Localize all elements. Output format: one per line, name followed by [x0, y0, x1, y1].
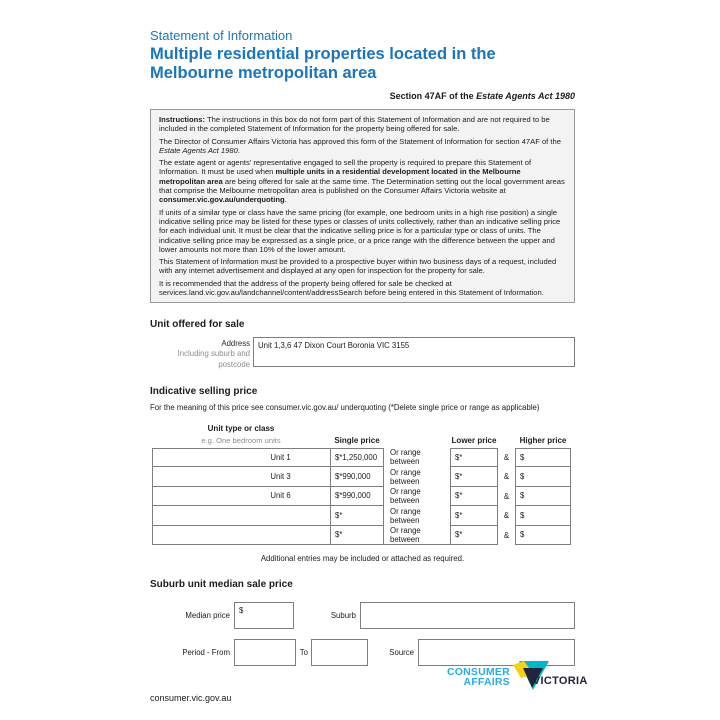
footer-url: consumer.vic.gov.au	[150, 693, 232, 703]
section-reference	[150, 91, 575, 101]
median-price-heading: Suburb unit median sale price	[150, 579, 293, 591]
lower-price-cell[interactable]: $*	[450, 448, 498, 468]
instructions-paragraph-6: It is recommended that the address of the property being offered for sale be checked at services.land.vic.gov.au/landchannel/content/addressSearch before being entered in this Statement of Information.	[159, 278, 544, 297]
additional-entries-note: Additional entries may be included or attached as required.	[260, 554, 465, 564]
instructions-paragraph-1	[159, 115, 566, 134]
column-header-higher-price: Higher price	[519, 435, 567, 445]
instructions-p2-act: Estate Agents Act 1980	[159, 145, 238, 155]
consumer-affairs-wordmark	[447, 667, 510, 688]
unit-type-cell[interactable]	[152, 526, 330, 546]
ampersand-label: &	[498, 506, 515, 526]
address-field[interactable]: Unit 1,3,6 47 Dixon Court Boronia VIC 3155	[253, 337, 575, 367]
address-sublabel-line2: postcode	[218, 359, 250, 369]
period-to-field[interactable]	[311, 639, 368, 666]
period-to-label: To	[299, 648, 308, 658]
lower-price-cell[interactable]: $*	[450, 487, 498, 507]
median-row-1	[150, 602, 575, 629]
indicative-price-note: For the meaning of this price see consumer.vic.gov.au/ underquoting (*Delete single price or range as applicable)	[150, 402, 540, 412]
instructions-p2-text: The Director of Consumer Affairs Victoria has approved this form of the Statement of Information for section 47AF of the	[159, 136, 561, 146]
ampersand-label: &	[498, 467, 515, 487]
unit-offered-heading: Unit offered for sale	[150, 319, 245, 331]
range-between-label: Or range between	[384, 448, 450, 468]
instructions-p3-end: .	[284, 195, 287, 205]
instructions-p3-bold: multiple units in a residential development located in the Melbourne metropolitan area	[159, 167, 521, 186]
address-label: Address	[221, 339, 250, 349]
document-content	[150, 28, 575, 666]
address-row	[150, 337, 575, 369]
period-from-field[interactable]	[234, 639, 296, 666]
instructions-p1-text: The instructions in this box do not form part of this Statement of Information and are not required to be included in the completed Statement of Information for the property being offered for sale.	[159, 114, 550, 134]
higher-price-cell[interactable]: $	[515, 448, 571, 468]
logo-line-affairs: AFFAIRS	[463, 676, 510, 688]
indicative-price-heading: Indicative selling price	[150, 385, 258, 397]
page-title: Multiple residential properties located in the Melbourne metropolitan area	[150, 45, 496, 83]
logo-line-consumer: CONSUMER	[447, 665, 510, 678]
range-between-label: Or range between	[384, 467, 450, 487]
address-sublabel-line1: Including suburb and	[177, 349, 250, 359]
address-label-block	[150, 337, 253, 369]
section-reference-prefix: Section 47AF of the	[389, 90, 477, 101]
single-price-cell[interactable]: $*990,000	[330, 467, 384, 487]
period-from-label: Period - From	[182, 648, 230, 658]
unit-type-cell[interactable]: Unit 6	[152, 487, 330, 507]
single-price-cell[interactable]: $*	[330, 506, 384, 526]
unit-type-cell[interactable]: Unit 1	[152, 448, 330, 468]
ampersand-label: &	[498, 487, 515, 507]
higher-price-cell[interactable]: $	[515, 487, 571, 507]
indicative-table-body	[152, 448, 575, 546]
lower-price-cell[interactable]: $*	[450, 526, 498, 546]
range-between-label: Or range between	[384, 506, 450, 526]
instructions-paragraph-5: This Statement of Information must be provided to a prospective buyer within two business days of a request, included with any internet advertisement and displayed at any open for inspection for the property for sale.	[159, 257, 557, 276]
instructions-p3-mid: are being offered for sale at the same time. The Determination setting out the local government areas that comprise the Melbourne metropolitan area is published on the Consumer Affairs Victoria website at	[159, 176, 565, 196]
instructions-paragraph-2	[159, 137, 566, 156]
ampersand-label: &	[498, 448, 515, 468]
lower-price-cell[interactable]: $*	[450, 467, 498, 487]
single-price-cell[interactable]: $*1,250,000	[330, 448, 384, 468]
median-price-field[interactable]: $	[234, 602, 294, 629]
unit-type-cell[interactable]: Unit 3	[152, 467, 330, 487]
column-header-unit-type: Unit type or class	[207, 423, 275, 433]
single-price-cell[interactable]: $*	[330, 526, 384, 546]
median-price-label: Median price	[185, 611, 230, 621]
instructions-paragraph-4: If units of a similar type or class have the same pricing (for example, one bedroom units in a high rise position) a single indicative selling price may be listed for these types or classes of units collectively, rather than an indicative selling price for each individual unit. It must be clear that the indicative selling price is for a particular type or class of units. The indicative selling price may be expressed as a single price, or a price range with the difference between the upper and lower amounts not more than 10% of the lower amount.	[159, 207, 561, 254]
suburb-label: Suburb	[330, 611, 356, 621]
higher-price-cell[interactable]: $	[515, 506, 571, 526]
unit-type-cell[interactable]	[152, 506, 330, 526]
single-price-cell[interactable]: $*990,000	[330, 487, 384, 507]
ampersand-label: &	[498, 526, 515, 546]
higher-price-cell[interactable]: $	[515, 526, 571, 546]
instructions-paragraph-3	[159, 158, 566, 204]
consumer-affairs-victoria-logo	[447, 661, 588, 693]
column-header-unit-type-example: e.g. One bedroom units	[201, 435, 281, 445]
range-between-label: Or range between	[384, 487, 450, 507]
column-header-lower-price: Lower price	[451, 435, 497, 445]
document-eyebrow: Statement of Information	[150, 28, 293, 43]
instructions-p3-url: consumer.vic.gov.au/underquoting	[159, 195, 285, 205]
column-header-single-price: Single price	[334, 435, 380, 445]
instructions-p2-end: .	[237, 145, 240, 155]
victoria-wordmark: VICTORIA	[532, 674, 588, 687]
instructions-p3-text: The estate agent or agents' representative engaged to sell the property is required to prepare this Statement of Information. It must be used when	[159, 158, 532, 177]
higher-price-cell[interactable]: $	[515, 467, 571, 487]
source-label: Source	[389, 648, 414, 658]
indicative-table-header	[152, 424, 575, 445]
range-between-label: Or range between	[384, 526, 450, 546]
instructions-label: Instructions:	[159, 114, 205, 124]
section-reference-act: Estate Agents Act 1980	[476, 90, 575, 101]
instructions-box	[150, 109, 575, 303]
lower-price-cell[interactable]: $*	[450, 506, 498, 526]
suburb-field[interactable]	[360, 602, 575, 629]
